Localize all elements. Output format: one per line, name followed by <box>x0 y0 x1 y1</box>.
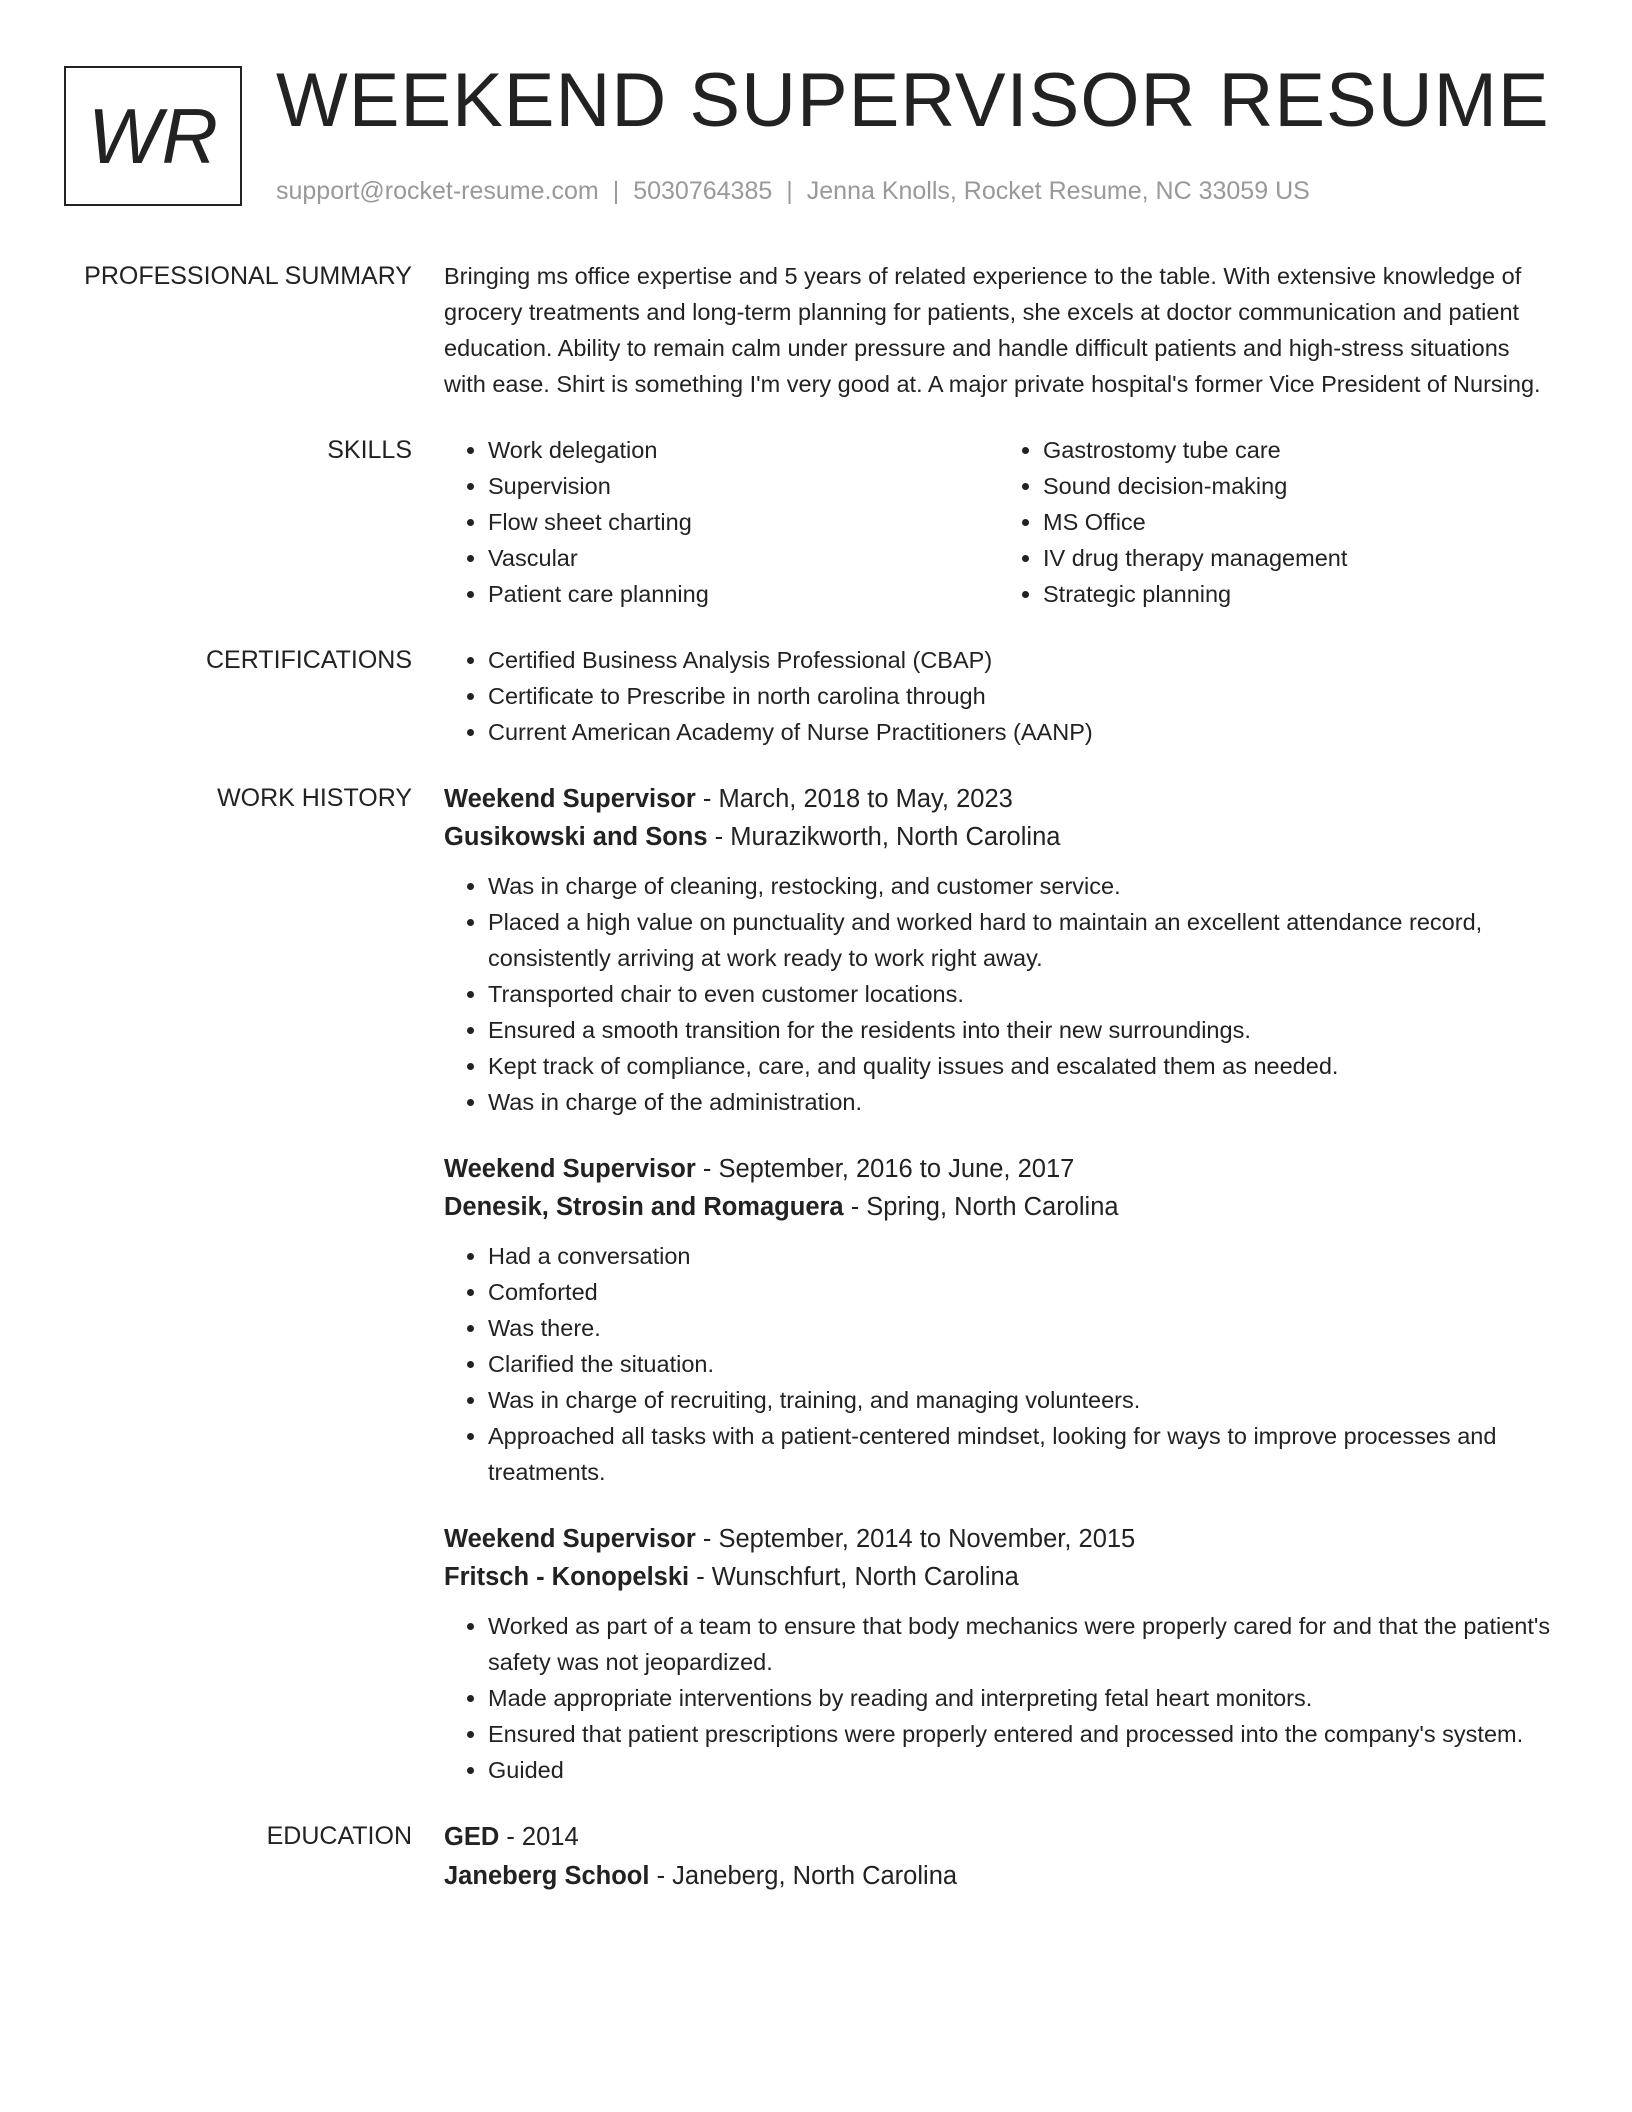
job-title-line <box>444 780 1554 818</box>
education-school-line <box>444 1857 1554 1896</box>
skill-item: • MS Office <box>1043 504 1554 540</box>
job-company: Fritsch - Konopelski <box>444 1563 690 1591</box>
work-history-content <box>444 780 1554 1788</box>
certifications-list <box>444 642 1554 750</box>
skills-list-right <box>999 432 1554 612</box>
job-title: Weekend Supervisor <box>444 785 696 813</box>
skills-content <box>444 432 1554 612</box>
job-title: Weekend Supervisor <box>444 1525 696 1553</box>
job-location: - Spring, North Carolina <box>843 1193 1119 1221</box>
job-bullet: • Placed a high value on punctuality and worked hard to maintain an excellent attendance record, consistently arriving at work ready to work right away. <box>488 904 1554 976</box>
skill-item: • Gastrostomy tube care <box>1043 432 1554 468</box>
job-bullet: • Kept track of compliance, care, and quality issues and escalated them as needed. <box>488 1048 1554 1084</box>
certification-item: • Certificate to Prescribe in north carolina through <box>488 678 1554 714</box>
skill-item: • Supervision <box>488 468 999 504</box>
education-content <box>444 1818 1554 1896</box>
work-history-heading: WORK HISTORY <box>217 784 412 812</box>
job-entry <box>444 1150 1554 1490</box>
certification-item: • Current American Academy of Nurse Practitioners (AANP) <box>488 714 1554 750</box>
skill-item: • Work delegation <box>488 432 999 468</box>
job-bullet: • Had a conversation <box>488 1238 1554 1274</box>
skills-section <box>0 432 1632 612</box>
job-company-line <box>444 1558 1554 1596</box>
job-bullet: • Guided <box>488 1752 1554 1788</box>
monogram-logo: WR <box>64 66 242 206</box>
skills-heading: SKILLS <box>327 436 412 464</box>
job-bullets <box>444 868 1554 1120</box>
education-degree-line <box>444 1818 1554 1857</box>
education-year: - 2014 <box>499 1823 579 1851</box>
summary-heading: PROFESSIONAL SUMMARY <box>84 262 412 290</box>
job-bullet: • Was in charge of the administration. <box>488 1084 1554 1120</box>
job-bullet: • Clarified the situation. <box>488 1346 1554 1382</box>
job-dates: - September, 2016 to June, 2017 <box>695 1155 1075 1183</box>
skills-list-left <box>444 432 999 612</box>
certifications-content <box>444 642 1554 750</box>
job-company-line <box>444 1188 1554 1226</box>
resume-body <box>0 258 1632 1926</box>
contact-separator: | <box>612 177 620 205</box>
job-bullet: • Was in charge of cleaning, restocking, and customer service. <box>488 868 1554 904</box>
education-section <box>0 1818 1632 1896</box>
skill-item: • Strategic planning <box>1043 576 1554 612</box>
job-bullet: • Was in charge of recruiting, training, and managing volunteers. <box>488 1382 1554 1418</box>
job-bullet: • Worked as part of a team to ensure that body mechanics were properly cared for and that the patient's safety was not jeopardized. <box>488 1608 1554 1680</box>
skill-item: • Flow sheet charting <box>488 504 999 540</box>
certifications-section <box>0 642 1632 750</box>
education-degree: GED <box>444 1823 500 1851</box>
job-entry <box>444 1520 1554 1788</box>
job-company-line <box>444 818 1554 856</box>
work-history-section <box>0 780 1632 1788</box>
skill-item: • IV drug therapy management <box>1043 540 1554 576</box>
job-bullet: • Ensured a smooth transition for the residents into their new surroundings. <box>488 1012 1554 1048</box>
resume-title: WEEKEND SUPERVISOR RESUME <box>276 58 1550 143</box>
contact-address: Jenna Knolls, Rocket Resume, NC 33059 US <box>806 177 1310 205</box>
certifications-heading: CERTIFICATIONS <box>205 646 412 674</box>
job-dates: - March, 2018 to May, 2023 <box>695 785 1013 813</box>
contact-line <box>276 176 1310 206</box>
skill-item: • Vascular <box>488 540 999 576</box>
job-bullets <box>444 1608 1554 1788</box>
contact-email: support@rocket-resume.com <box>276 177 599 205</box>
job-bullet: • Ensured that patient prescriptions were properly entered and processed into the company's system. <box>488 1716 1554 1752</box>
job-location: - Murazikworth, North Carolina <box>707 823 1061 851</box>
certification-item: • Certified Business Analysis Professional (CBAP) <box>488 642 1554 678</box>
job-company: Denesik, Strosin and Romaguera <box>444 1193 844 1221</box>
job-bullet: • Made appropriate interventions by reading and interpreting fetal heart monitors. <box>488 1680 1554 1716</box>
job-bullets <box>444 1238 1554 1490</box>
education-school: Janeberg School <box>444 1862 650 1890</box>
job-title: Weekend Supervisor <box>444 1155 696 1183</box>
job-company: Gusikowski and Sons <box>444 823 708 851</box>
skill-item: • Patient care planning <box>488 576 999 612</box>
job-title-line <box>444 1150 1554 1188</box>
summary-text: Bringing ms office expertise and 5 years of related experience to the table. With extensive knowledge of grocery treatments and long-term planning for patients, she excels at doctor communication and patient education. Ability to remain calm under pressure and handle difficult patients and high-stress situations with ease. Shirt is something I'm very good at. A major private hospital's former Vice President of Nursing. <box>444 263 1541 397</box>
contact-phone: 5030764385 <box>633 177 773 205</box>
job-bullet: • Approached all tasks with a patient-centered mindset, looking for ways to improve processes and treatments. <box>488 1418 1554 1490</box>
summary-content <box>444 258 1554 402</box>
skill-item: • Sound decision-making <box>1043 468 1554 504</box>
job-dates: - September, 2014 to November, 2015 <box>695 1525 1136 1553</box>
job-entry <box>444 780 1554 1120</box>
job-bullet: • Transported chair to even customer locations. <box>488 976 1554 1012</box>
contact-separator: | <box>786 177 793 205</box>
job-bullet: • Was there. <box>488 1310 1554 1346</box>
summary-section <box>0 258 1632 402</box>
job-location: - Wunschfurt, North Carolina <box>689 1563 1019 1591</box>
education-heading: EDUCATION <box>266 1822 412 1850</box>
job-title-line <box>444 1520 1554 1558</box>
job-bullet: • Comforted <box>488 1274 1554 1310</box>
education-location: - Janeberg, North Carolina <box>649 1862 958 1890</box>
